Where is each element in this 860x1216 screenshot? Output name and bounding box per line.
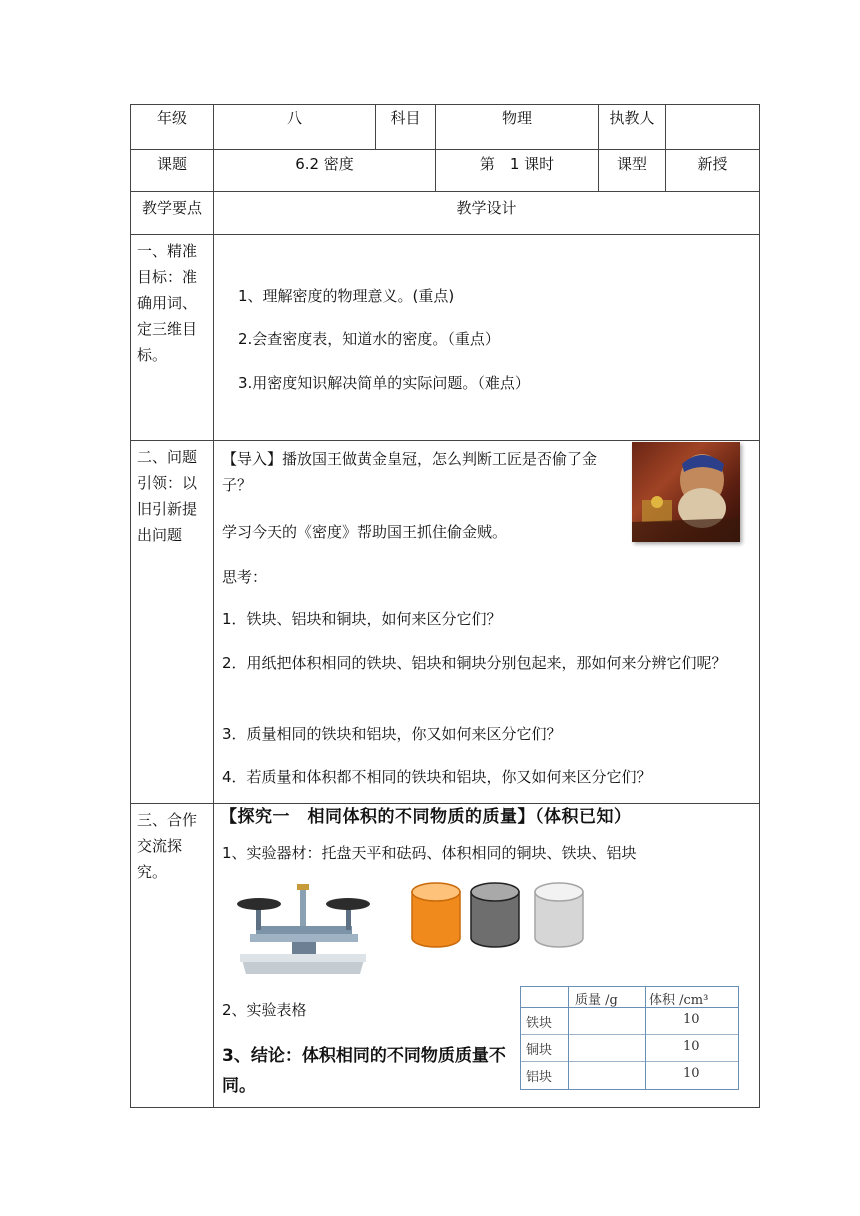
- table-row-aluminum-volume: 10: [683, 1066, 700, 1081]
- think-label: 思考：: [222, 568, 268, 586]
- goal-item-1: 1、理解密度的物理意义。(重点): [238, 287, 455, 305]
- iron-cylinder-icon: [469, 882, 521, 950]
- table-row-iron-name: 铁块: [526, 1016, 553, 1031]
- balance-scale-icon: [234, 882, 374, 978]
- table-row-copper-volume: 10: [683, 1039, 700, 1054]
- aluminum-cylinder-icon: [533, 882, 585, 950]
- question-1: 1．铁块、铝块和铜块，如何来区分它们？: [222, 610, 502, 628]
- equipment-text: 1、实验器材：托盘天平和砝码、体积相同的铜块、铁块、铝块: [222, 844, 637, 862]
- table-label: 2、实验表格: [222, 1001, 307, 1019]
- table-header-volume: 体积 /cm³: [649, 993, 709, 1008]
- topic-label: 课题: [156, 155, 187, 173]
- grade-value: 八: [286, 109, 302, 127]
- section3-label: 三、合作交流探究。: [137, 811, 198, 881]
- table-header-mass: 质量 /g: [575, 993, 618, 1008]
- table-row-iron-volume: 10: [683, 1012, 700, 1027]
- question-4: 4．若质量和体积都不相同的铁块和铝块，你又如何来区分它们？: [222, 768, 652, 786]
- subject-value: 物理: [501, 109, 532, 127]
- subject-label: 科目: [390, 109, 421, 127]
- king-crown-story-image: [632, 442, 740, 542]
- lead-in-text-2: 学习今天的《密度》帮助国王抓住偷金贼。: [222, 523, 508, 541]
- type-label: 课型: [616, 155, 647, 173]
- key-points-label: 教学要点: [141, 199, 202, 217]
- goal-item-2: 2.会查密度表，知道水的密度。（重点）: [238, 330, 500, 348]
- table-row-copper-name: 铜块: [526, 1043, 553, 1058]
- conclusion-text: 3、结论：体积相同的不同物质质量不同。: [222, 1046, 506, 1096]
- lesson-number: 第 1 课时: [479, 155, 555, 173]
- question-3: 3．质量相同的铁块和铝块，你又如何来区分它们？: [222, 725, 562, 743]
- goal-item-3: 3.用密度知识解决简单的实际问题。（难点）: [238, 374, 530, 392]
- topic-value: 6.2 密度: [295, 155, 354, 173]
- table-row-aluminum-name: 铝块: [526, 1070, 553, 1085]
- inquiry-title: 【探究一 相同体积的不同物质的质量】（体积已知）: [220, 807, 632, 827]
- teacher-label: 执教人: [609, 109, 655, 127]
- copper-cylinder-icon: [410, 882, 462, 950]
- lead-in-text: 【导入】播放国王做黄金皇冠，怎么判断工匠是否偷了金子？: [222, 450, 598, 494]
- section1-label: 一、精准目标：准确用词、定三维目标。: [137, 242, 198, 364]
- section2-label: 二、问题引领：以旧引新提出问题: [137, 448, 198, 544]
- question-2: 2．用纸把体积相同的铁块、铝块和铜块分别包起来，那如何来分辨它们呢？: [222, 654, 727, 672]
- grade-label: 年级: [156, 109, 187, 127]
- type-value: 新授: [697, 155, 728, 173]
- experiment-data-table: [520, 986, 739, 1090]
- design-label: 教学设计: [456, 199, 517, 217]
